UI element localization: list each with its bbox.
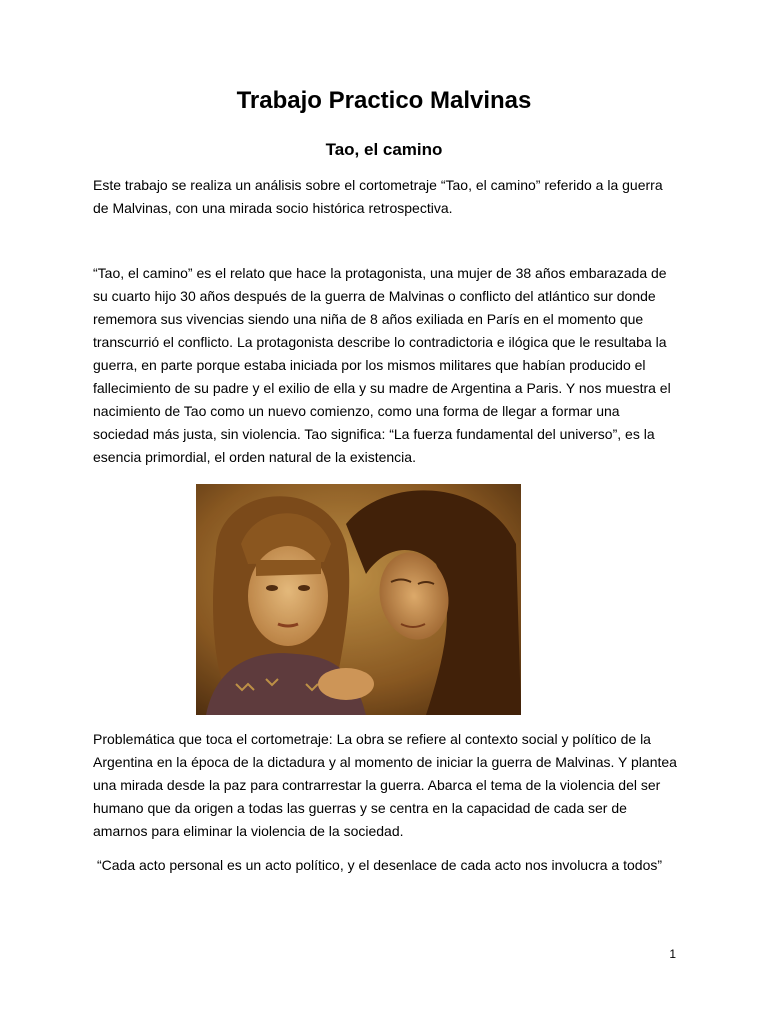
film-still-image bbox=[196, 484, 521, 715]
document-title: Trabajo Practico Malvinas bbox=[236, 87, 532, 114]
document-subtitle: Tao, el camino bbox=[325, 140, 443, 159]
page-number: 1 bbox=[669, 947, 676, 961]
problem-paragraph: Problemática que toca el cortometraje: La obra se refiere al contexto social y político de la Argentina en la época de la dictadura y al momento de iniciar la guerra de Malvinas. Y plantea una mirada desde la paz para contrarrestar la guerra. Abarca el tema de la violencia del ser humano que da origen a todas las guerras y se centra en la capacidad de cada ser de amarnos para eliminar la violencia de la sociedad. bbox=[93, 731, 677, 839]
quote-paragraph: “Cada acto personal es un acto político, y el desenlace de cada acto nos involucra a todos” bbox=[97, 857, 663, 873]
story-paragraph: “Tao, el camino” es el relato que hace la protagonista, una mujer de 38 años embarazada de su cuarto hijo 30 años después de la guerra de Malvinas o conflicto del atlántico sur donde rememora sus vivencias siendo una niña de 8 años exiliada en París en el momento que transcurrió el conflicto. La protagonista describe lo contradictoria e ilógica que le resultaba la guerra, en parte porque estaba iniciada por los mismos militares que habían producido el fallecimiento de su padre y el exilio de ella y su madre de Argentina a Paris. Y nos muestra el nacimiento de Tao como un nuevo comienzo, como una forma de llegar a formar una sociedad más justa, sin violencia. Tao significa: “La fuerza fundamental del universo”, es la esencia primordial, el orden natural de la existencia. bbox=[93, 265, 671, 465]
intro-paragraph: Este trabajo se realiza un análisis sobre el cortometraje “Tao, el camino” referido a la guerra de Malvinas, con una mirada socio histórica retrospectiva. bbox=[93, 177, 663, 216]
